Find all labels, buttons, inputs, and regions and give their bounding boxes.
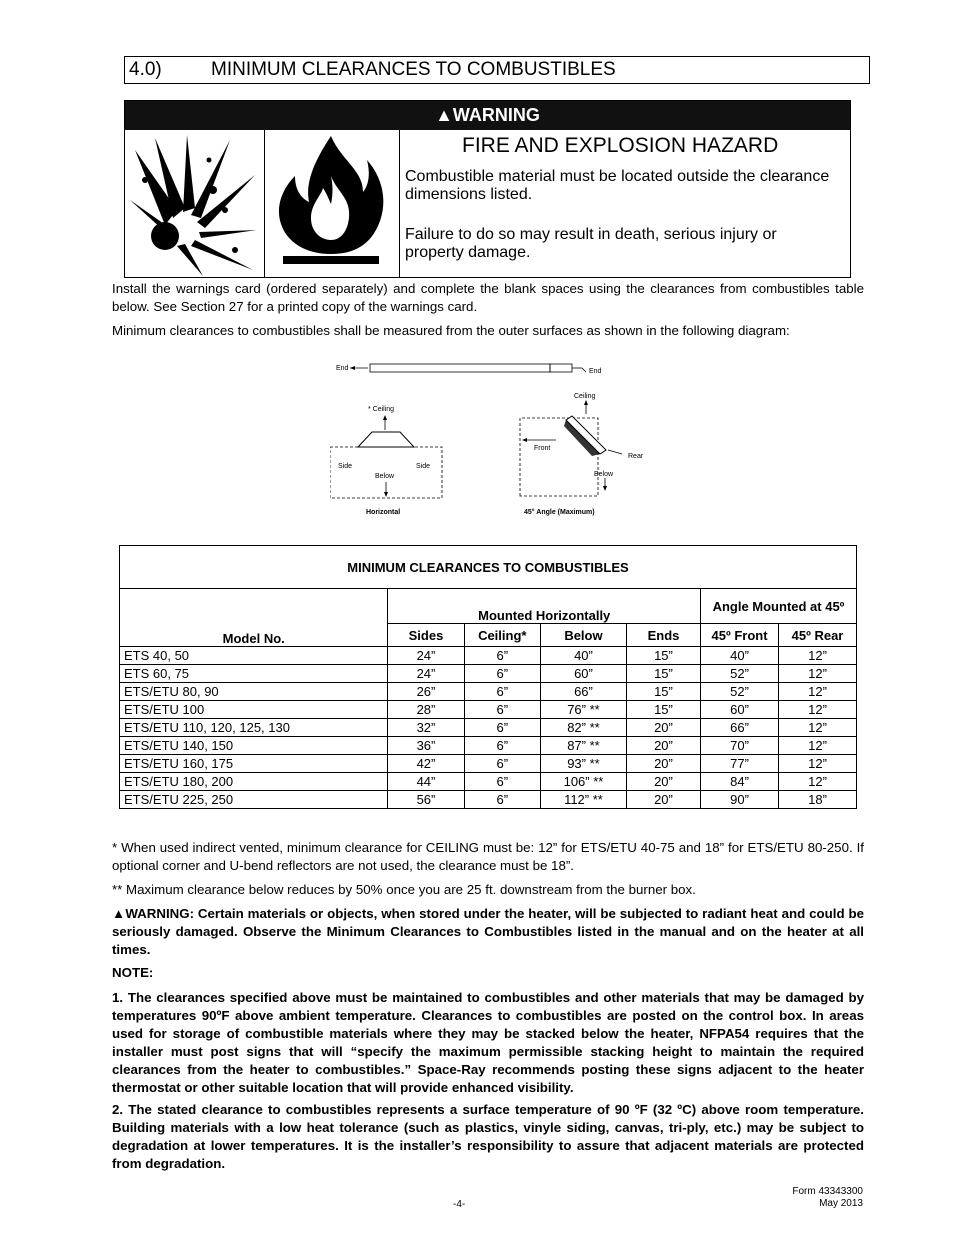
clearance-cell: 12” — [779, 773, 857, 791]
model-cell: ETS/ETU 100 — [120, 701, 388, 719]
clearance-cell: 60” — [541, 665, 627, 683]
clearance-cell: 24” — [388, 647, 464, 665]
diagram-rear-label: Rear — [628, 453, 644, 460]
warning-box — [124, 100, 851, 278]
table-body — [120, 647, 857, 809]
clearance-cell: 40” — [701, 647, 779, 665]
diagram-end-left-label: End — [336, 365, 349, 372]
table-row — [120, 755, 857, 773]
table-row — [120, 665, 857, 683]
note-2: 2. The stated clearance to combustibles represents a surface temperature of 90 ºF (32 ºC) above room temperature. Building materials with a low heat tolerance (such as plastics, vinyle siding, canvas, tri-ply, etc.) may be subject to degradation at lower temperatures. It is the installer’s responsibility to assure that adjacent materials are protected from degradation. — [112, 1102, 864, 1171]
clearance-cell: 6” — [464, 719, 540, 737]
clearance-table — [119, 545, 857, 809]
clearance-cell: 12” — [779, 755, 857, 773]
clearance-cell: 52” — [701, 683, 779, 701]
model-cell: ETS/ETU 110, 120, 125, 130 — [120, 719, 388, 737]
table-title: MINIMUM CLEARANCES TO COMBUSTIBLES — [120, 546, 857, 589]
clearance-cell: 87” ** — [541, 737, 627, 755]
clearance-cell: 52” — [701, 665, 779, 683]
model-cell: ETS/ETU 180, 200 — [120, 773, 388, 791]
col-45-front: 45º Front — [701, 624, 779, 647]
table-row — [120, 683, 857, 701]
col-45-rear: 45º Rear — [779, 624, 857, 647]
diagram-below-h-label: Below — [375, 473, 395, 480]
col-ends: Ends — [626, 624, 700, 647]
clearance-cell: 76” ** — [541, 701, 627, 719]
clearance-cell: 20” — [626, 737, 700, 755]
note-ceiling-star: * When used indirect vented, minimum clearance for CEILING must be: 12” for ETS/ETU 40-75 and 18” for ETS/ETU 80-250. If optional corner and U-bend reflectors are not used, the clearance must be 18”. — [112, 840, 864, 873]
form-date: May 2013 — [819, 1198, 863, 1209]
table-row — [120, 737, 857, 755]
clearance-cell: 15” — [626, 647, 700, 665]
col-below: Below — [541, 624, 627, 647]
form-number: Form 43343300 — [792, 1186, 863, 1197]
col-sides: Sides — [388, 624, 464, 647]
clearance-cell: 18” — [779, 791, 857, 809]
warning-banner — [125, 101, 850, 130]
clearance-cell: 60” — [701, 701, 779, 719]
clearance-cell: 112” ** — [541, 791, 627, 809]
clearance-cell: 12” — [779, 683, 857, 701]
clearance-cell: 90” — [701, 791, 779, 809]
clearance-cell: 15” — [626, 701, 700, 719]
page-number: -4- — [453, 1199, 466, 1210]
model-cell: ETS/ETU 160, 175 — [120, 755, 388, 773]
warning-triangle-icon: ▲ — [435, 105, 453, 125]
group-horizontal: Mounted Horizontally — [388, 589, 701, 624]
form-info — [790, 1186, 863, 1210]
clearance-cell: 44” — [388, 773, 464, 791]
explosion-icon — [125, 130, 263, 276]
explosion-pictogram-cell — [125, 130, 265, 278]
clearance-cell: 28” — [388, 701, 464, 719]
clearance-cell: 70” — [701, 737, 779, 755]
model-cell: ETS 40, 50 — [120, 647, 388, 665]
warning-label: WARNING — [452, 105, 540, 125]
note-below-dstar: ** Maximum clearance below reduces by 50% once you are 25 ft. downstream from the burner box. — [112, 882, 696, 897]
clearance-cell: 6” — [464, 701, 540, 719]
diagram-angle-caption: 45° Angle (Maximum) — [524, 509, 595, 516]
clearance-cell: 93” ** — [541, 755, 627, 773]
clearance-cell: 26” — [388, 683, 464, 701]
clearance-cell: 66” — [701, 719, 779, 737]
flame-icon — [265, 130, 398, 276]
clearance-cell: 20” — [626, 791, 700, 809]
clearance-cell: 82” ** — [541, 719, 627, 737]
clearance-cell: 6” — [464, 647, 540, 665]
section-number: 4.0) — [129, 59, 162, 80]
clearance-diagram — [330, 358, 660, 523]
clearance-cell: 12” — [779, 665, 857, 683]
table-row — [120, 791, 857, 809]
col-ceiling: Ceiling* — [464, 624, 540, 647]
clearance-cell: 40” — [541, 647, 627, 665]
intro-paragraph-1: Install the warnings card (ordered separately) and complete the blank spaces using the clearances from combustibles table below. See Section 27 for a printed copy of the warnings card. — [112, 281, 864, 314]
warning-line-1: Combustible material must be located outside the clearance dimensions listed. — [405, 168, 830, 203]
clearance-cell: 20” — [626, 719, 700, 737]
diagram-below-a-label: Below — [594, 471, 614, 478]
clearance-cell: 66” — [541, 683, 627, 701]
diagram-end-right-label: End — [589, 368, 602, 375]
note-1: 1. The clearances specified above must be maintained to combustibles and other materials that may be damaged by temperatures 90ºF above ambient temperature. Clearances to combustibles are posted on the control box. In areas used for storage of combustible materials where they may be stacked below the heater, NFPA54 requires that the installer must post signs that will “specify the maximum permissible stacking height to maintain the required clearances from the heater to combustibles.” Space-Ray recommends posting these signs adjacent to the heater thermostat or other suitable location that will provide enhanced visibility. — [112, 990, 864, 1095]
intro-paragraph-2: Minimum clearances to combustibles shall be measured from the outer surfaces as shown in the following diagram: — [112, 323, 790, 338]
section-title: MINIMUM CLEARANCES TO COMBUSTIBLES — [211, 59, 616, 80]
clearance-cell: 6” — [464, 773, 540, 791]
clearance-cell: 6” — [464, 791, 540, 809]
clearance-cell: 15” — [626, 683, 700, 701]
clearance-cell: 36” — [388, 737, 464, 755]
clearance-cell: 24” — [388, 665, 464, 683]
clearance-cell: 6” — [464, 665, 540, 683]
model-cell: ETS 60, 75 — [120, 665, 388, 683]
section-header — [124, 56, 870, 84]
group-angle: Angle Mounted at 45º — [701, 589, 857, 624]
clearance-cell: 106” ** — [541, 773, 627, 791]
col-model: Model No. — [120, 589, 388, 647]
clearance-cell: 42” — [388, 755, 464, 773]
warning-note: ▲WARNING: Certain materials or objects, when stored under the heater, will be subjected to radiant heat and could be seriously damaged. Observe the Minimum Clearances to Combustibles listed in the manual and on the heater at all times. — [112, 906, 864, 957]
clearance-cell: 12” — [779, 647, 857, 665]
clearance-cell: 32” — [388, 719, 464, 737]
warning-line-2: Failure to do so may result in death, serious injury or property damage. — [405, 226, 777, 261]
clearance-cell: 15” — [626, 665, 700, 683]
flame-pictogram-cell — [265, 130, 400, 278]
clearance-cell: 20” — [626, 773, 700, 791]
table-row — [120, 647, 857, 665]
clearance-cell: 6” — [464, 737, 540, 755]
table-row — [120, 773, 857, 791]
clearance-cell: 56” — [388, 791, 464, 809]
note-label: NOTE: — [112, 965, 154, 980]
table-row — [120, 701, 857, 719]
clearance-cell: 12” — [779, 719, 857, 737]
clearance-cell: 12” — [779, 737, 857, 755]
table-row — [120, 719, 857, 737]
clearance-cell: 6” — [464, 755, 540, 773]
hazard-title: FIRE AND EXPLOSION HAZARD — [462, 134, 779, 157]
diagram-side-right-label: Side — [416, 463, 431, 470]
clearance-cell: 84” — [701, 773, 779, 791]
clearance-cell: 77” — [701, 755, 779, 773]
clearance-cell: 6” — [464, 683, 540, 701]
diagram-front-label: Front — [534, 445, 551, 452]
model-cell: ETS/ETU 80, 90 — [120, 683, 388, 701]
model-cell: ETS/ETU 225, 250 — [120, 791, 388, 809]
clearance-cell: 20” — [626, 755, 700, 773]
diagram-ceiling-a-label: Ceiling — [574, 393, 596, 400]
diagram-horizontal-caption: Horizontal — [366, 509, 401, 516]
diagram-ceiling-h-label: * Ceiling — [368, 406, 395, 413]
model-cell: ETS/ETU 140, 150 — [120, 737, 388, 755]
clearance-cell: 12” — [779, 701, 857, 719]
diagram-side-left-label: Side — [338, 463, 353, 470]
